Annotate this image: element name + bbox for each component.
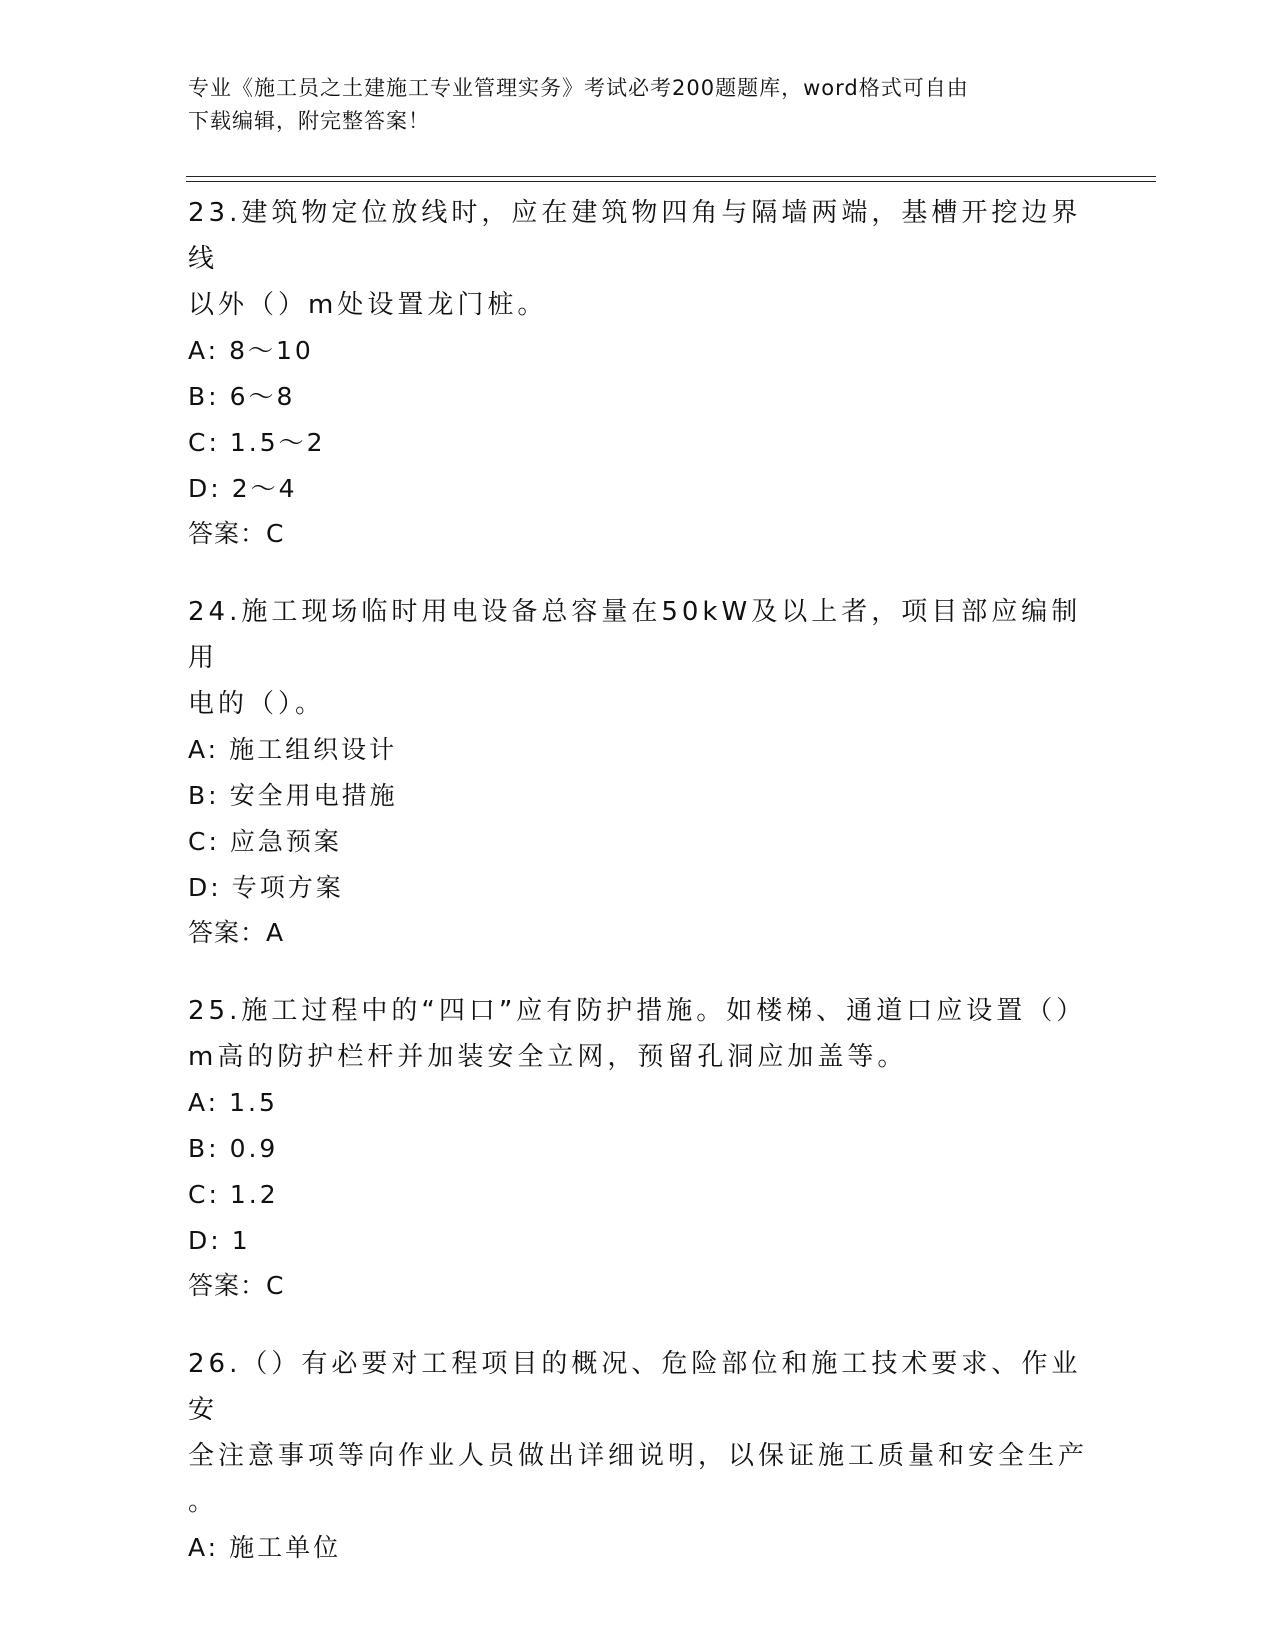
header-divider-bottom: [186, 181, 1156, 182]
option-letter: D:: [188, 1226, 222, 1255]
option-text: 0.9: [229, 1134, 279, 1163]
document-header: [188, 72, 1068, 138]
answer-line: 答案：A: [188, 918, 285, 947]
option-letter: B:: [188, 781, 220, 810]
question-stem-line: 23.建筑物定位放线时，应在建筑物四角与隔墙两端，基槽开挖边界线: [188, 198, 1082, 274]
option-letter: C:: [188, 1180, 220, 1209]
option-letter: D:: [188, 474, 222, 503]
question-25: [188, 988, 1088, 1308]
question-stem-line: 电的（）。: [188, 689, 326, 719]
option-d: [188, 865, 1088, 911]
header-divider-top: [186, 176, 1156, 177]
option-b: [188, 374, 1088, 420]
option-letter: A:: [188, 1088, 220, 1117]
option-letter: A:: [188, 735, 220, 764]
question-stem-line: 24.施工现场临时用电设备总容量在50kW及以上者，项目部应编制用: [188, 597, 1082, 673]
header-line-1: 专业《施工员之土建施工专业管理实务》考试必考200题题库，word格式可自由: [188, 76, 969, 100]
option-b: [188, 1126, 1088, 1172]
option-letter: B:: [188, 382, 220, 411]
option-text: 1.2: [229, 1180, 279, 1209]
answer-line: 答案：C: [188, 1271, 285, 1300]
option-letter: A:: [188, 1533, 220, 1562]
option-a: [188, 1080, 1088, 1126]
question-stem-line: 26.（）有必要对工程项目的概况、危险部位和施工技术要求、作业安: [188, 1349, 1082, 1425]
option-text: 施工单位: [229, 1533, 342, 1562]
answer-line: 答案：C: [188, 519, 285, 548]
header-line-2: 下载编辑，附完整答案！: [188, 109, 430, 133]
option-a: [188, 727, 1088, 773]
question-stem-line: 25.施工过程中的“四口”应有防护措施。如楼梯、通道口应设置（）: [188, 996, 1087, 1026]
option-letter: A:: [188, 336, 220, 365]
option-text: 施工组织设计: [229, 735, 398, 764]
question-24: [188, 589, 1088, 955]
option-text: 2～4: [231, 474, 298, 503]
option-text: 6～8: [229, 382, 296, 411]
option-letter: B:: [188, 1134, 220, 1163]
option-d: [188, 1218, 1088, 1264]
question-26: [188, 1341, 1088, 1571]
option-text: 1: [231, 1226, 251, 1255]
option-letter: C:: [188, 428, 220, 457]
option-text: 1.5～2: [229, 428, 326, 457]
option-text: 应急预案: [229, 827, 342, 856]
option-d: [188, 466, 1088, 512]
option-c: [188, 819, 1088, 865]
option-c: [188, 1172, 1088, 1218]
option-letter: C:: [188, 827, 220, 856]
option-b: [188, 773, 1088, 819]
question-stem-line: m高的防护栏杆并加装安全立网，预留孔洞应加盖等。: [188, 1042, 908, 1072]
option-c: [188, 420, 1088, 466]
option-a: [188, 1525, 1088, 1571]
question-stem-line: 。: [188, 1487, 219, 1517]
option-a: [188, 328, 1088, 374]
option-text: 专项方案: [231, 873, 344, 902]
question-23: [188, 190, 1088, 556]
question-stem-line: 以外（）m处设置龙门桩。: [188, 290, 548, 320]
option-text: 8～10: [229, 336, 314, 365]
question-stem-line: 全注意事项等向作业人员做出详细说明，以保证施工质量和安全生产: [188, 1441, 1089, 1471]
option-text: 安全用电措施: [229, 781, 398, 810]
option-text: 1.5: [229, 1088, 278, 1117]
option-letter: D:: [188, 873, 222, 902]
question-list: [188, 190, 1088, 1604]
